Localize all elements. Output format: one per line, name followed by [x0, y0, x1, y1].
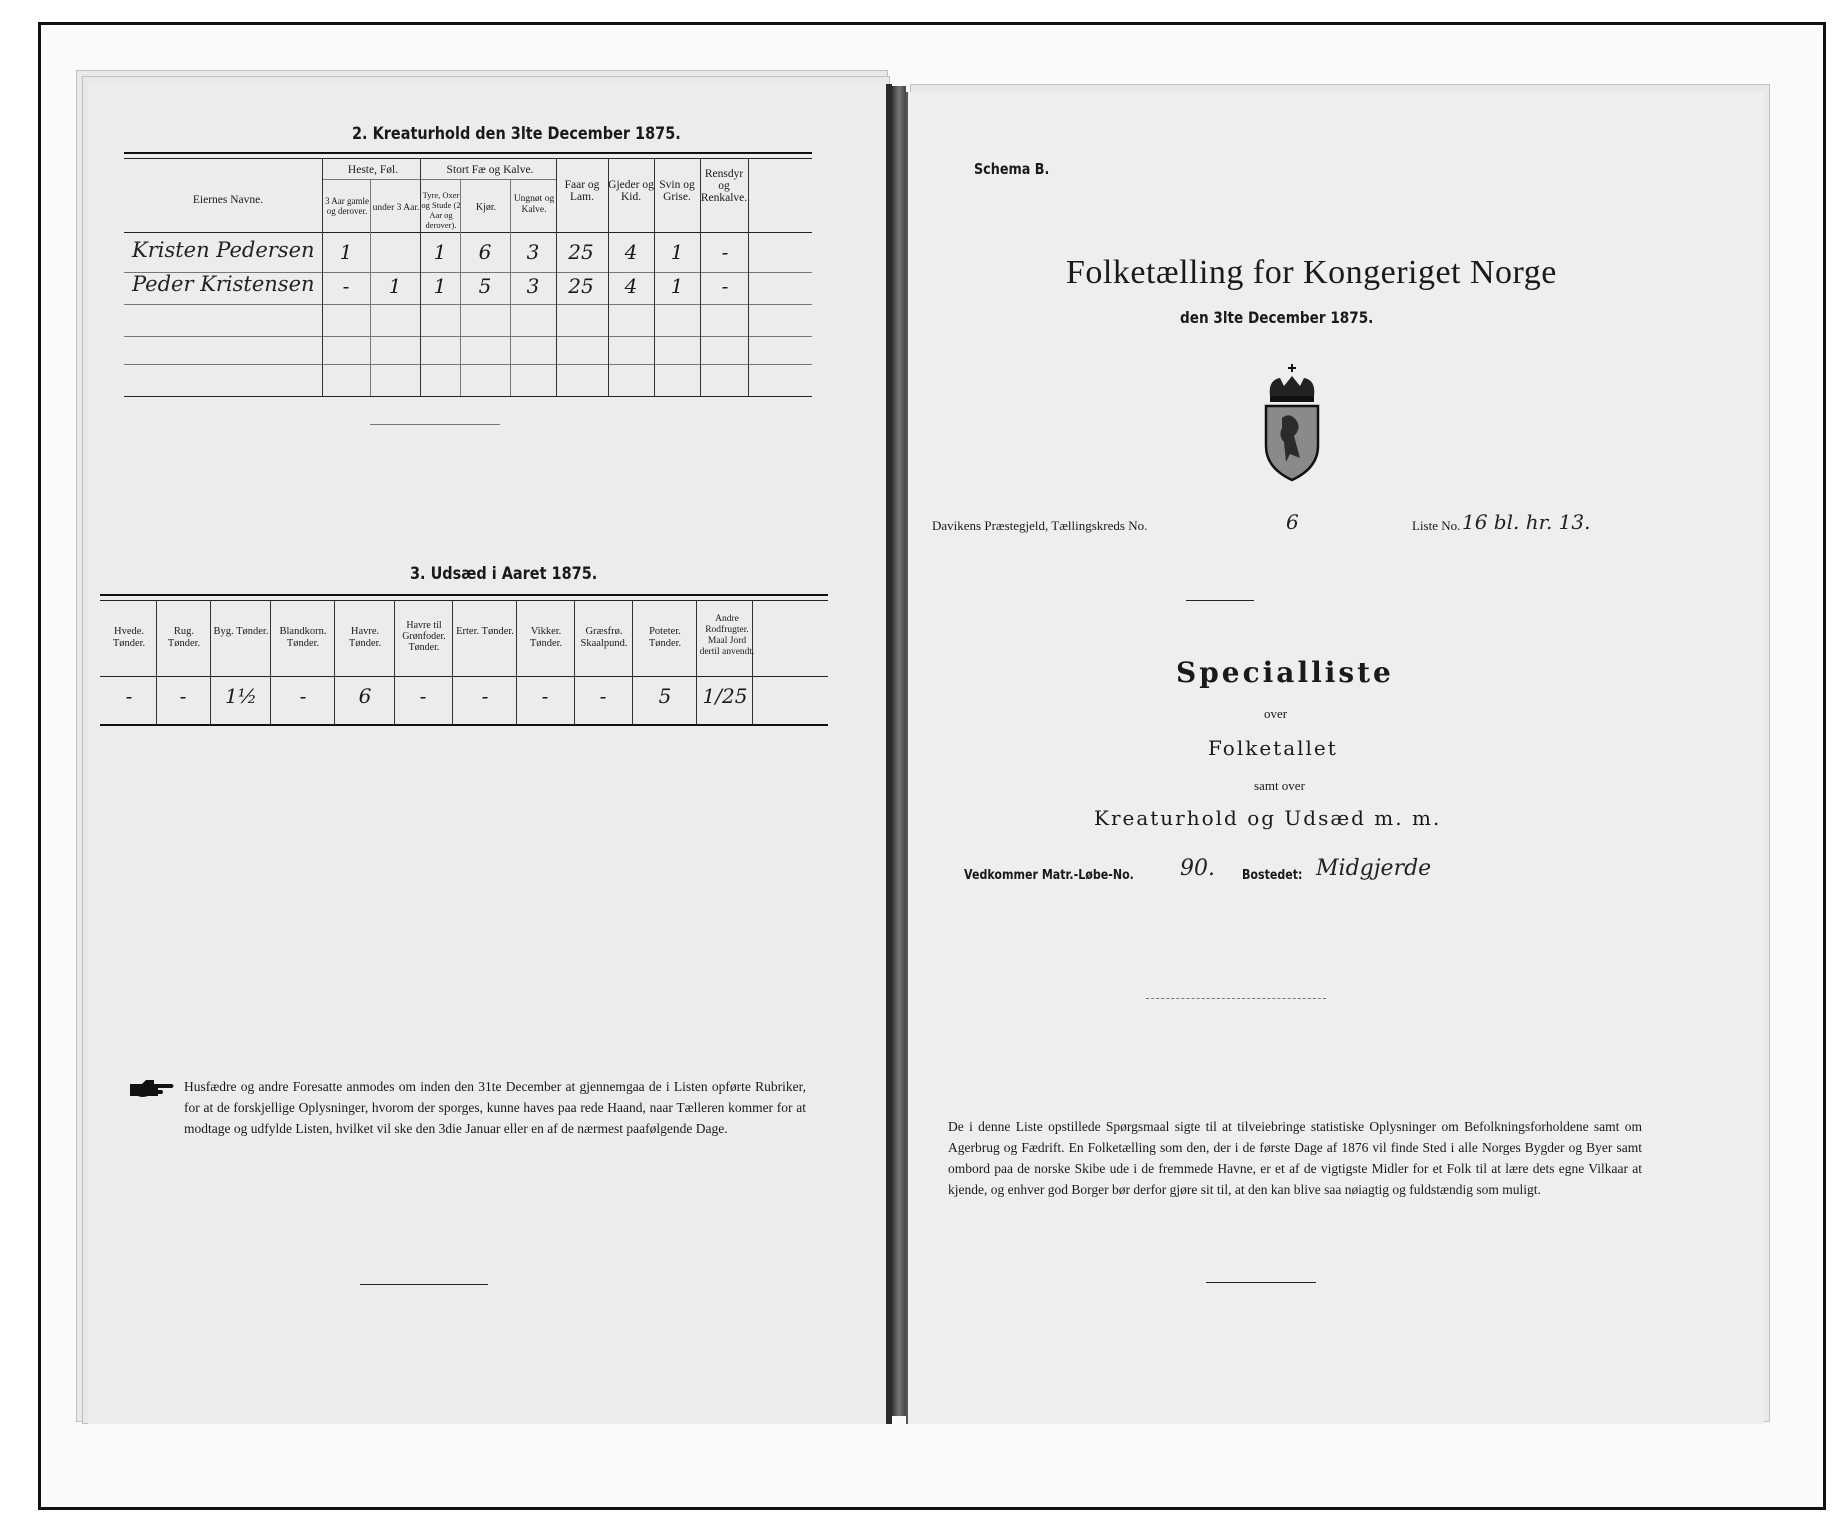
- divider: [360, 1284, 488, 1285]
- cell-value: 3: [526, 240, 540, 264]
- table-col-line: [156, 600, 157, 724]
- cell-value: -: [481, 684, 489, 708]
- schema-label: Schema B.: [974, 160, 1050, 178]
- header-owner: Eiernes Navne.: [192, 194, 264, 206]
- matr-label: Vedkommer Matr.-Løbe-No.: [964, 868, 1134, 883]
- header-rye: Rug. Tønder.: [167, 626, 201, 649]
- header-other-roots: Andre Rodfrugter. Maal Jord dertil anvendt.: [699, 614, 755, 657]
- cell-value: -: [342, 274, 350, 298]
- cell-value: 1: [433, 240, 447, 264]
- table-rule: [124, 396, 812, 397]
- matr-number: 90.: [1180, 856, 1215, 881]
- cell-value: 1: [388, 274, 402, 298]
- header-sheep: Faar og Lam.: [564, 179, 600, 203]
- left-page: [88, 84, 892, 1424]
- header-cattle-cows: Kjør.: [475, 202, 497, 213]
- cell-value: 25: [568, 274, 594, 298]
- coat-of-arms-icon: [1260, 362, 1324, 486]
- cell-value: 1: [670, 274, 684, 298]
- header-vetch: Vikker. Tønder.: [529, 626, 563, 649]
- divider: [1186, 600, 1254, 601]
- explanation-paragraph: De i denne Liste opstillede Spørgsmaal sigte til at tilveiebringe statistiske Oplysninger om Befolkningsforholdene samt om Agerbrug og Fædrift. En Folketælling som den, der i de første Dage af 1876 vil finde Sted i alle Norges Bygder og Byer samt ombord paa de norske Skibe ude i de fremmede Havne, er et af de vigtigste Midler for et Folk til at lære dets egne Vilkaar at kjende, og enhver god Borger bør derfor gjøre sit til, at den kan blive saa nøiagtig og fuldstændig som muligt.: [948, 1119, 1642, 1197]
- header-wheat: Hvede. Tønder.: [112, 626, 146, 649]
- table-rule: [124, 232, 812, 233]
- samt-over-label: samt over: [1254, 778, 1305, 793]
- table-rule: [100, 594, 828, 596]
- header-grass-seed: Græsfrø. Skaalpund.: [580, 626, 628, 649]
- table-rule: [124, 364, 812, 365]
- owner-name: Peder Kristensen: [132, 272, 315, 296]
- header-cattle-young: Ungnøt og Kalve.: [513, 194, 555, 215]
- cell-value: 3: [526, 274, 540, 298]
- cell-value: 4: [624, 274, 638, 298]
- cell-value: 25: [568, 240, 594, 264]
- parish-label: Davikens Præstegjeld, Tællingskreds No.: [932, 518, 1148, 533]
- header-mixed-grain: Blandkorn. Tønder.: [279, 626, 327, 649]
- table-col-line: [632, 600, 633, 724]
- over-label: over: [1264, 706, 1288, 721]
- header-pigs: Svin og Grise.: [659, 179, 695, 203]
- table-col-line: [270, 600, 271, 724]
- book-spine: [892, 86, 906, 1416]
- table-rule: [322, 179, 556, 180]
- cell-value: 1: [670, 240, 684, 264]
- table-col-line: [394, 600, 395, 724]
- table-rule: [100, 724, 828, 726]
- header-barley: Byg. Tønder.: [213, 626, 269, 637]
- instruction-note: Husfædre og andre Foresatte anmodes om inden den 31te December at gjennemgaa de i Listen opførte Rubriker, for at de forskjellige Oplysninger, hvorom der sporges, kunne haves paa rede Haand, naar Tælleren kommer for at modtage og udfylde Listen, hvilket vil ske den 3die Januar eller en af de nærmest paafølgende Dage.: [184, 1079, 806, 1136]
- livestock-title: 2. Kreaturhold den 3lte December 1875.: [352, 124, 681, 144]
- header-cattle: Stort Fæ og Kalve.: [446, 164, 534, 176]
- pointing-hand-icon: [128, 1078, 176, 1100]
- header-green-oats: Havre til Grønfoder. Tønder.: [402, 620, 446, 653]
- table-rule: [124, 336, 812, 337]
- cell-value: -: [721, 240, 729, 264]
- census-date: den 3lte December 1875.: [1180, 308, 1374, 327]
- table-col-line: [516, 600, 517, 724]
- cell-value: 5: [658, 684, 672, 708]
- seed-title: 3. Udsæd i Aaret 1875.: [410, 564, 598, 584]
- cell-value: -: [721, 274, 729, 298]
- table-col-line: [574, 600, 575, 724]
- table-rule: [124, 158, 812, 159]
- header-reindeer: Rensdyr og Renkalve.: [700, 168, 748, 204]
- cell-value: 1: [339, 240, 353, 264]
- cell-value: -: [125, 684, 133, 708]
- divider: [370, 424, 500, 425]
- table-rule: [124, 152, 812, 154]
- list-label: Liste No.: [1412, 518, 1461, 533]
- owner-name: Kristen Pedersen: [132, 238, 315, 262]
- cell-value: -: [179, 684, 187, 708]
- bosted-label: Bostedet:: [1242, 868, 1303, 883]
- table-col-line: [452, 600, 453, 724]
- cell-value: 4: [624, 240, 638, 264]
- header-horses: Heste, Føl.: [347, 164, 399, 176]
- cell-value: 6: [478, 240, 492, 264]
- cell-value: -: [599, 684, 607, 708]
- header-horses-old: 3 Aar gamle og derover.: [325, 196, 369, 216]
- divider: [1146, 998, 1326, 999]
- header-oats: Havre. Tønder.: [348, 626, 382, 649]
- cell-value: -: [419, 684, 427, 708]
- cell-value: 1: [433, 274, 447, 298]
- specialliste-title: Specialliste: [1176, 656, 1394, 689]
- kreaturhold-heading: Kreaturhold og Udsæd m. m.: [1094, 806, 1442, 830]
- census-title: Folketælling for Kongeriget Norge: [1066, 254, 1557, 291]
- table-col-line: [696, 600, 697, 724]
- bosted-value: Midgjerde: [1316, 856, 1432, 881]
- cell-value: 1/25: [702, 684, 748, 708]
- header-horses-young: under 3 Aar.: [372, 203, 420, 213]
- header-peas: Erter. Tønder.: [456, 626, 514, 637]
- cell-value: -: [299, 684, 307, 708]
- cell-value: 6: [358, 684, 372, 708]
- cell-value: 5: [478, 274, 492, 298]
- header-potatoes: Poteter. Tønder.: [648, 626, 682, 649]
- list-number: 16 bl. hr. 13.: [1462, 510, 1591, 534]
- folketallet-heading: Folketallet: [1208, 736, 1338, 760]
- header-cattle-bulls: Tyre, Oxer og Stude (2 Aar og derover).: [421, 190, 461, 230]
- table-col-line: [210, 600, 211, 724]
- cell-value: 1½: [224, 684, 258, 708]
- header-goats: Gjeder og Kid.: [608, 179, 654, 203]
- cell-value: -: [541, 684, 549, 708]
- table-rule: [124, 304, 812, 305]
- right-page: [906, 92, 1764, 1424]
- table-col-line: [334, 600, 335, 724]
- district-number: 6: [1286, 510, 1299, 534]
- divider: [1206, 1282, 1316, 1283]
